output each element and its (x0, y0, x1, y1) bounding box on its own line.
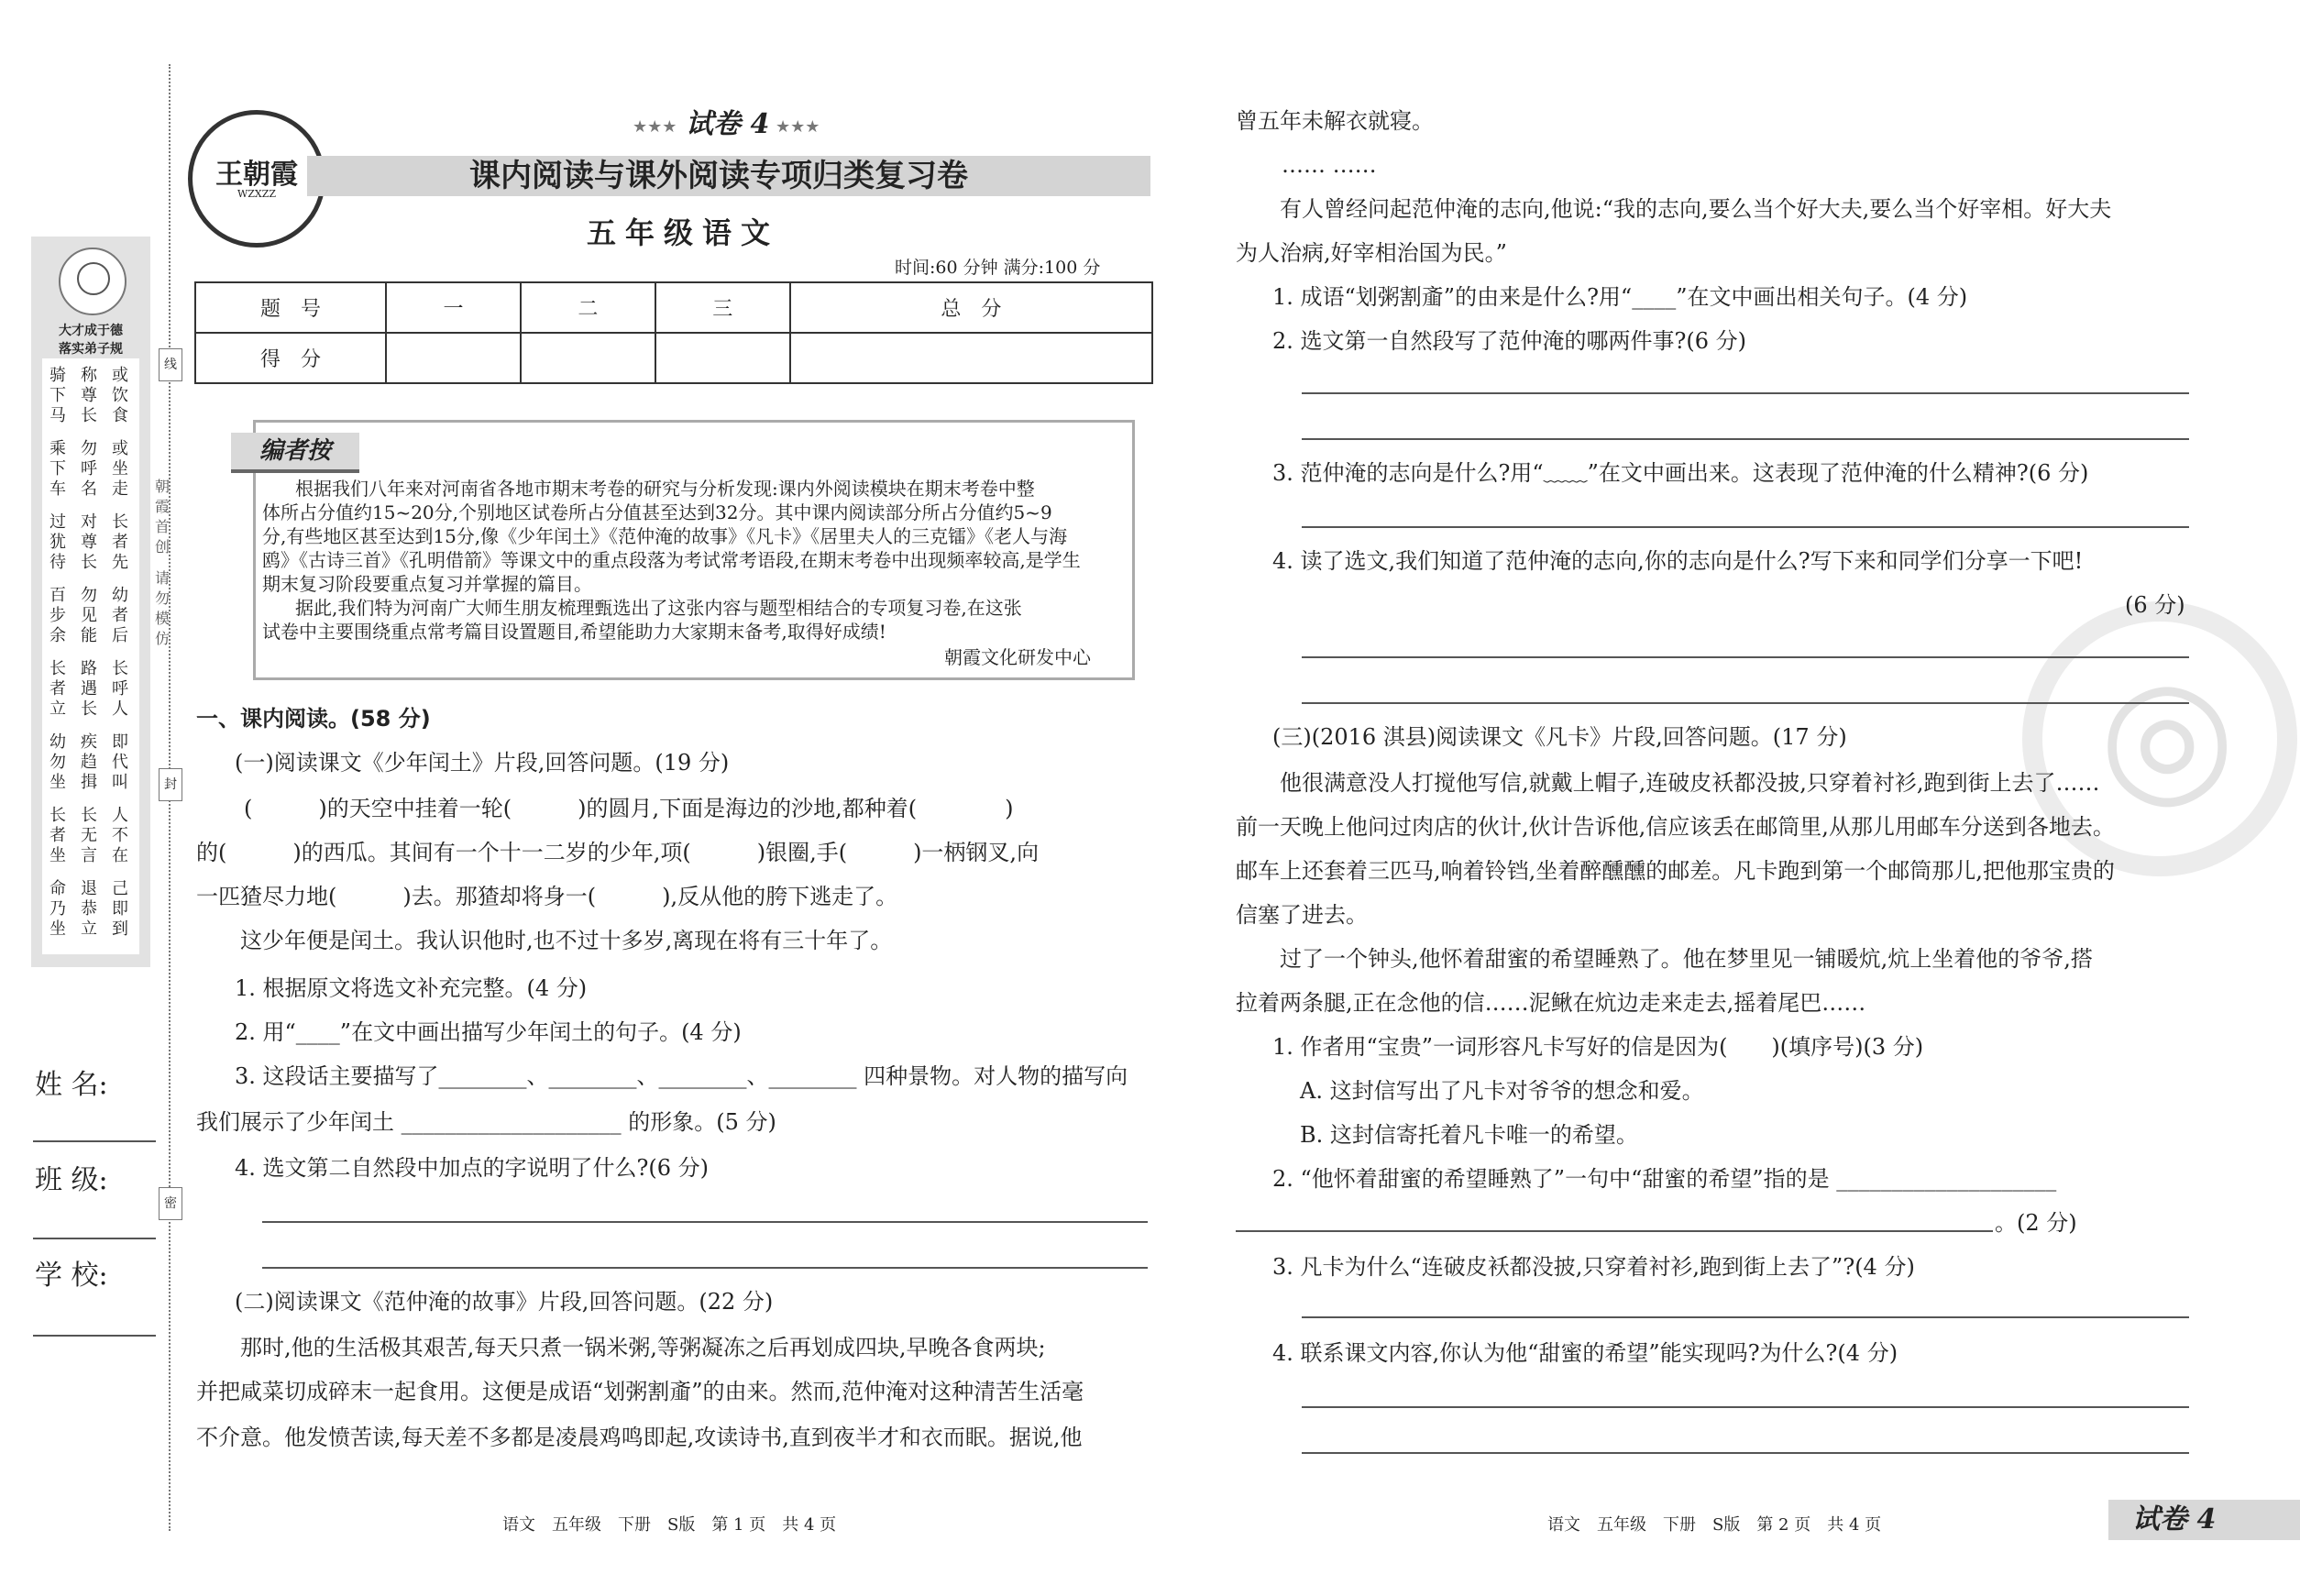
rule-text: 疾趋揖 (81, 732, 97, 792)
choice-option[interactable]: A. 这封信写出了凡卡对爷爷的想念和爱。 (1300, 1078, 1704, 1104)
seal-mark: 密 (159, 1187, 182, 1220)
header-cell: 二 (521, 282, 655, 333)
note-line: 根据我们八年来对河南省各地市期末考卷的研究与分析发现:课内外阅读模块在期末考卷中整 (295, 478, 1035, 500)
page-footer: 语文 五年级 下册 S版 第 1 页 共 4 页 (502, 1515, 837, 1535)
question: 4. 联系课文内容,你认为他“甜蜜的希望”能实现吗?为什么?(4 分) (1272, 1340, 1898, 1366)
logo-text: 王朝霞 (215, 159, 298, 191)
passage-line: 有人曾经问起范仲淹的志向,他说:“我的志向,要么当个好大夫,要么当个好宰相。好大夫 (1280, 196, 2112, 222)
passage-line: 为人治病,好宰相治国为民。” (1236, 240, 1507, 266)
answer-line[interactable] (1236, 1230, 1993, 1232)
editor-note-tag: 编者按 (231, 433, 359, 473)
question: 3. 凡卡为什么“连破皮袄都没披,只穿着衬衫,跑到街上去了”?(4 分) (1272, 1254, 1915, 1280)
rule-text: 或坐走 (112, 439, 128, 499)
name-field[interactable] (33, 1140, 156, 1142)
exam-title: 课内阅读与课外阅读专项归类复习卷 (469, 158, 968, 194)
rule-text: 对尊长 (81, 512, 97, 572)
rule-text: 长者坐 (50, 806, 66, 865)
logo-subtext: WZXZZ (237, 188, 277, 200)
question: 1. 作者用“宝贵”一词形容凡卡写好的信是因为( )(填序号)(3 分) (1272, 1034, 1924, 1060)
page-footer: 语文 五年级 下册 S版 第 2 页 共 4 页 (1547, 1515, 1882, 1535)
passage-line: ( )的天空中挂着一轮( )的圆月,下面是海边的沙地,都种着( ) (244, 796, 1014, 821)
time-info: 时间:60 分钟 满分:100 分 (895, 258, 1101, 278)
rule-text: 或饮食 (112, 366, 128, 425)
section-heading: 一、课内阅读。(58 分) (196, 706, 431, 732)
part-title: (二)阅读课文《范仲淹的故事》片段,回答问题。(22 分) (235, 1289, 774, 1315)
note-line: 鸥》《古诗三首》《孔明借箭》等课文中的重点段落为考试常考语段,在期末考卷中出现频率较高,是学生 (262, 549, 1081, 571)
rule-text: 退恭立 (81, 879, 97, 939)
answer-line[interactable] (1302, 392, 2189, 394)
score-table (194, 281, 1153, 384)
paper-number: 试卷 4 (686, 108, 770, 140)
score-cell[interactable] (521, 333, 655, 383)
header-cell: 题 号 (195, 282, 386, 333)
motto-line: 大才成于德 (59, 324, 123, 338)
passage-line: 信塞了进去。 (1236, 902, 1368, 928)
passage-line: 邮车上还套着三匹马,响着铃铛,坐着醉醺醺的邮差。凡卡跑到第一个邮筒那儿,把他那宝贵的 (1236, 858, 2115, 884)
seal-mark: 封 (159, 768, 182, 801)
question: 2. 选文第一自然段写了范仲淹的哪两件事?(6 分) (1272, 328, 1747, 354)
watermark-glyph: ◎ (2099, 642, 2236, 825)
note-signature: 朝霞文化研发中心 (944, 646, 1091, 668)
score-cell[interactable] (386, 333, 521, 383)
note-line: 期末复习阶段要重点复习并掌握的篇目。 (262, 573, 592, 595)
question: 4. 选文第二自然段中加点的字说明了什么?(6 分) (235, 1155, 710, 1181)
passage-line: 前一天晚上他问过肉店的伙计,伙计告诉他,信应该丢在邮筒里,从那儿用邮车分送到各地去。 (1236, 814, 2115, 840)
score-cell[interactable] (790, 333, 1152, 383)
passage-line: 曾五年未解衣就寝。 (1236, 108, 1434, 134)
passage-line: 一匹猹尽力地( )去。那猹却将身一( ),反从他的胯下逃走了。 (196, 884, 898, 909)
vertical-note: 朝霞首创 (154, 478, 170, 556)
passage-line: 过了一个钟头,他怀着甜蜜的希望睡熟了。他在梦里见一铺暖炕,炕上坐着他的爷爷,搭 (1280, 946, 2093, 972)
question-score: (6 分) (2125, 592, 2185, 618)
answer-line[interactable] (262, 1221, 1148, 1223)
rules-sidebar (31, 237, 150, 967)
school-field[interactable] (33, 1335, 156, 1337)
question: 4. 读了选文,我们知道了范仲淹的志向,你的志向是什么?写下来和同学们分享一下吧! (1272, 548, 2084, 574)
note-line: 试卷中主要围绕重点常考篇目设置题目,希望能助力大家期末备考,取得好成绩! (262, 621, 886, 643)
corner-label: 试卷 4 (2132, 1503, 2217, 1535)
school-label: 学 校: (35, 1260, 108, 1292)
answer-line[interactable] (262, 1267, 1148, 1269)
question: 2. “他怀着甜蜜的希望睡熟了”一句中“甜蜜的希望”指的是 ____________________ (1272, 1166, 2057, 1192)
passage-line: 拉着两条腿,正在念他的信……泥鳅在炕边走来走去,摇着尾巴…… (1236, 990, 1866, 1016)
answer-line[interactable] (1302, 1316, 2189, 1318)
note-line: 据此,我们特为河南广大师生朋友梳理甄选出了这张内容与题型相结合的专项复习卷,在这张 (295, 597, 1022, 619)
question: 1. 成语“划粥割齑”的由来是什么?用“____”在文中画出相关句子。(4 分) (1272, 284, 1968, 310)
passage-line: 的( )的西瓜。其间有一个十一二岁的少年,项( )银圈,手( )一柄钢叉,向 (196, 840, 1040, 865)
rule-text: 称尊长 (81, 366, 97, 425)
rules-panel (42, 358, 139, 954)
brand-logo (188, 110, 325, 248)
score-cell[interactable] (655, 333, 790, 383)
passage-line: 这少年便是闰土。我认识他时,也不过十多岁,离现在将有三十年了。 (240, 928, 893, 953)
answer-line[interactable] (1302, 438, 2189, 440)
passage-line: …… …… (1282, 152, 1377, 178)
passage-line: 他很满意没人打搅他写信,就戴上帽子,连破皮袄都没披,只穿着衬衫,跑到街上去了…… (1280, 770, 2100, 796)
question: 2. 用“____”在文中画出描写少年闰土的句子。(4 分) (235, 1019, 742, 1045)
header-cell: 三 (655, 282, 790, 333)
rule-text: 骑下马 (50, 366, 66, 425)
rule-text: 路遇长 (81, 659, 97, 719)
part-title: (一)阅读课文《少年闰土》片段,回答问题。(19 分) (235, 750, 730, 776)
rule-text: 幼者后 (112, 586, 128, 645)
header-cell: 总 分 (790, 282, 1152, 333)
rule-text: 乘下车 (50, 439, 66, 499)
rule-text: 长者先 (112, 512, 128, 572)
rule-text: 勿呼名 (81, 439, 97, 499)
stars-right: ★★★ (776, 117, 820, 137)
name-label: 姓 名: (35, 1069, 108, 1101)
choice-option[interactable]: B. 这封信寄托着凡卡唯一的希望。 (1300, 1122, 1638, 1148)
header-cell: 一 (386, 282, 521, 333)
passage-line: 不介意。他发愤苦读,每天差不多都是凌晨鸡鸣即起,攻读诗书,直到夜半才和衣而眠。据说,他 (196, 1425, 1083, 1450)
part-title: (三)(2016 淇县)阅读课文《凡卡》片段,回答问题。(17 分) (1272, 724, 1847, 750)
note-line: 体所占分值约15~20分,个别地区试卷所占分值甚至达到32分。其中课内阅读部分所占分值约5~9 (262, 501, 1052, 523)
question-score: 。(2 分) (1995, 1210, 2077, 1236)
rule-text: 幼勿坐 (50, 732, 66, 792)
passage-line: 那时,他的生活极其艰苦,每天只煮一锅米粥,等粥凝冻之后再划成四块,早晚各食两块; (240, 1335, 1046, 1360)
rule-text: 即代叫 (112, 732, 128, 792)
answer-line[interactable] (1302, 526, 2189, 528)
rule-text: 命乃坐 (50, 879, 66, 939)
note-line: 分,有些地区甚至达到15分,像《少年闰土》《范仲淹的故事》《凡卡》《居里夫人的三克镭》《老人与海 (262, 525, 1068, 547)
question: 3. 这段话主要描写了________、________、________、________ 四种景物。对人物的描写向 (235, 1063, 1128, 1089)
scholar-illustration (59, 248, 127, 315)
question: 1. 根据原文将选文补充完整。(4 分) (235, 975, 588, 1001)
rule-text: 勿见能 (81, 586, 97, 645)
answer-line[interactable] (1302, 1406, 2189, 1408)
passage-line: 并把咸菜切成碎末一起食用。这便是成语“划粥割齑”的由来。然而,范仲淹对这种清苦生活毫 (196, 1379, 1084, 1404)
rule-text: 过犹待 (50, 512, 66, 572)
rule-text: 长呼人 (112, 659, 128, 719)
rule-text: 百步余 (50, 586, 66, 645)
rule-text: 长无言 (81, 806, 97, 865)
answer-line[interactable] (1302, 1452, 2189, 1454)
class-label: 班 级: (35, 1164, 108, 1196)
class-field[interactable] (33, 1238, 156, 1239)
subject-title: 五年级语文 (587, 215, 780, 250)
rule-text: 己即到 (112, 879, 128, 939)
answer-line[interactable] (1302, 702, 2189, 704)
answer-line[interactable] (1302, 656, 2189, 658)
rule-text: 长者立 (50, 659, 66, 719)
vertical-note: 请勿模仿 (154, 569, 170, 647)
rule-text: 人不在 (112, 806, 128, 865)
score-label-cell: 得 分 (195, 333, 386, 383)
stars-left: ★★★ (633, 117, 677, 137)
seal-mark: 线 (159, 348, 182, 381)
question: 我们展示了少年闰土 ____________________ 的形象。(5 分) (196, 1109, 776, 1135)
question: 3. 范仲淹的志向是什么?用“﹏﹏”在文中画出来。这表现了范仲淹的什么精神?(6 分) (1272, 460, 2089, 486)
motto-line: 落实弟子规 (59, 342, 123, 357)
